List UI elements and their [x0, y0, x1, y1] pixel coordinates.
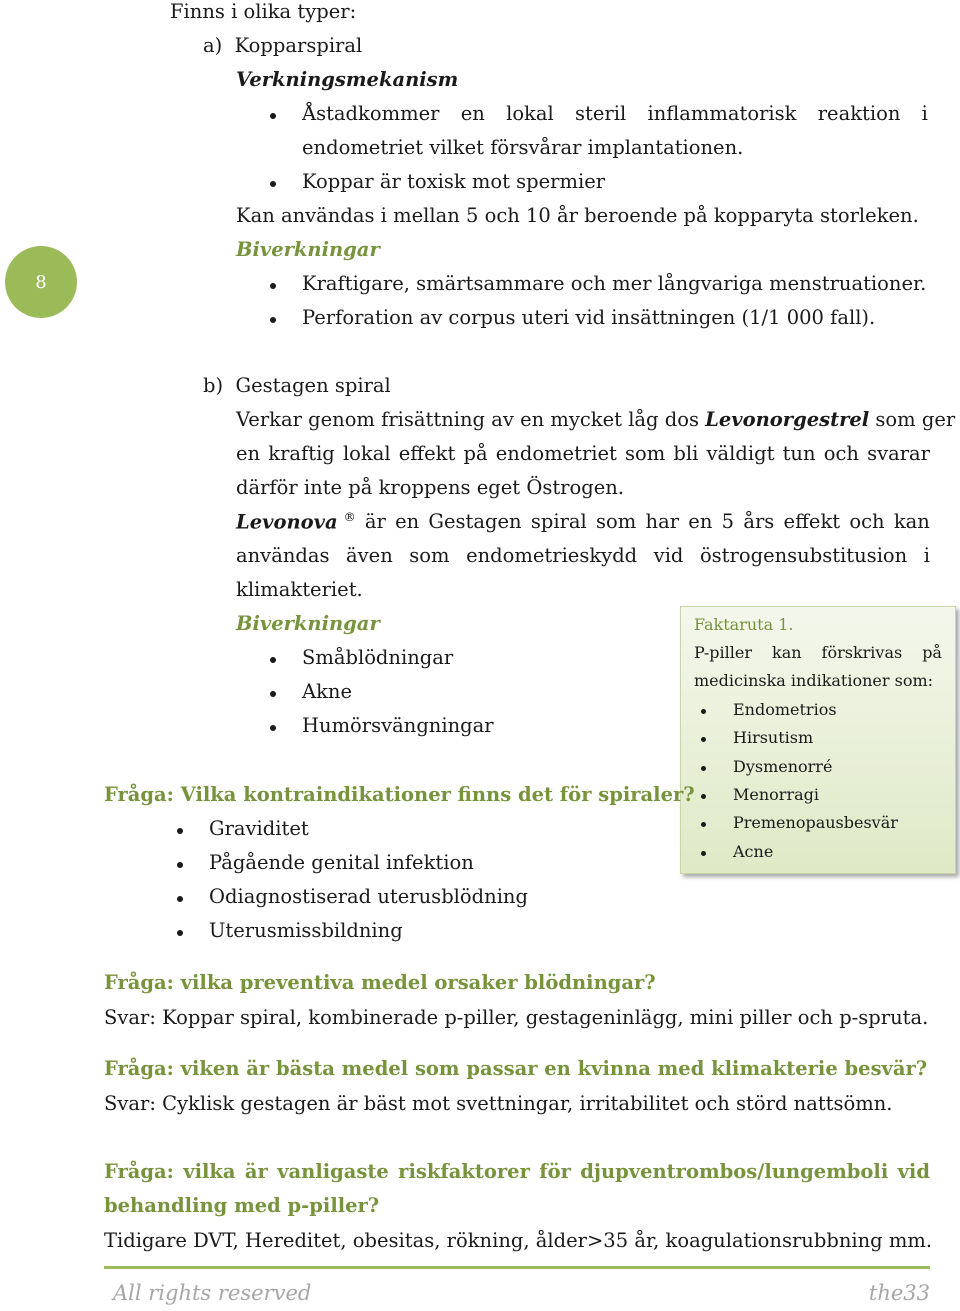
levonova-brand [236, 510, 356, 534]
word: även [346, 544, 393, 567]
word: djupventrombos/lungemboli [580, 1160, 889, 1183]
p1-start [236, 408, 869, 431]
section-b-title: b) Gestagen spiral [203, 374, 391, 397]
word: en [688, 510, 713, 533]
word: vanligaste [277, 1160, 389, 1183]
section-b-p2-line1 [236, 510, 930, 534]
fact-box-item-5: Premenopausbesvär [733, 813, 898, 832]
word: 5 [721, 510, 735, 533]
word: vid [653, 544, 684, 567]
word: Gestagen [428, 510, 522, 533]
word: på [922, 643, 942, 662]
side-effects-heading-a: Biverkningar [236, 238, 380, 261]
word: kan [893, 510, 930, 533]
question-4-line2: behandling med p-piller? [104, 1194, 380, 1217]
word: i [923, 544, 930, 567]
question-3: Fråga: viken är bästa medel som passar en kvinna med klimakterie besvär? [104, 1057, 928, 1080]
word: steril [575, 102, 627, 125]
question-2: Fråga: vilka preventiva medel orsaker blödningar? [104, 971, 656, 994]
footer-copyright: All rights reserved [113, 1281, 312, 1305]
word: och [849, 510, 885, 533]
word: östrogensubstitusion [699, 544, 908, 567]
section-b-p1-line3: därför inte på kroppens eget Östrogen. [236, 476, 625, 499]
question-4-line1 [104, 1160, 930, 1183]
word: en [460, 102, 485, 125]
section-b-p2-line3: klimakteriet. [236, 578, 363, 601]
answer-3: Svar: Cyklisk gestagen är bäst mot svettningar, irritabilitet och störd nattsömn. [104, 1092, 893, 1115]
fact-box-item-6: Acne [733, 842, 774, 861]
fact-box-item-4: Menorragi [733, 785, 819, 804]
fact-box-line2: medicinska indikationer som: [694, 671, 934, 690]
word: förskrivas [821, 643, 903, 662]
question-1: Fråga: Vilka kontraindikationer finns det för spiraler? [104, 783, 695, 806]
answer-1-item-2: Pågående genital infektion [209, 851, 474, 874]
word: reaktion [817, 102, 901, 125]
word: Åstadkommer [302, 102, 440, 125]
word: effekt [783, 510, 841, 533]
word: för [539, 1160, 571, 1183]
footer-divider [104, 1266, 930, 1269]
side-effects-heading-b: Biverkningar [236, 612, 380, 635]
word: i [921, 102, 928, 125]
page-number: 8 [35, 271, 47, 293]
mechanism-bullet-1 [302, 102, 928, 125]
word: endometrieskydd [466, 544, 638, 567]
side-effect-b-3: Humörsvängningar [302, 714, 494, 737]
word: en [395, 510, 420, 533]
word: som [596, 510, 637, 533]
word: Fråga: [104, 1160, 174, 1183]
word: som [409, 544, 450, 567]
registered-mark: ® [343, 510, 356, 524]
section-b-p2-line2 [236, 544, 930, 567]
word: vid [897, 1160, 930, 1183]
fact-box [680, 606, 956, 874]
fact-box-item-2: Hirsutism [733, 728, 814, 747]
word: är [364, 510, 386, 533]
fact-box-line1 [694, 643, 942, 662]
word: lokal [506, 102, 554, 125]
mechanism-bullet-1-line1 [302, 102, 928, 125]
section-b-p1-line1 [236, 408, 956, 431]
fact-box-title: Faktaruta 1. [694, 615, 794, 634]
section-a-title: a) Kopparspiral [203, 34, 363, 57]
levonova-text: Levonova [236, 510, 338, 534]
side-effect-b-1: Småblödningar [302, 646, 454, 669]
word: har [645, 510, 680, 533]
word: är [244, 1160, 268, 1183]
p1-start-text: Verkar genom frisättning av en mycket låg dos [236, 408, 706, 431]
fact-box-item-1: Endometrios [733, 700, 837, 719]
word: års [743, 510, 775, 533]
fact-box-item-3: Dysmenorré [733, 757, 833, 776]
word: inflammatorisk [647, 102, 797, 125]
answer-1-item-3: Odiagnostiserad uterusblödning [209, 885, 528, 908]
page-number-badge [5, 246, 77, 318]
footer-author: the33 [868, 1281, 930, 1305]
word: vilka [183, 1160, 236, 1183]
word: användas [236, 544, 330, 567]
p1-end: som ger [869, 408, 956, 431]
word: spiral [530, 510, 587, 533]
word: kan [772, 643, 802, 662]
answer-2: Svar: Koppar spiral, kombinerade p-piller, gestageninlägg, mini piller och p-spruta. [104, 1006, 929, 1029]
intro-text: Finns i olika typer: [170, 0, 357, 23]
mechanism-bullet-1-line2: endometriet vilket försvårar implantationen. [302, 136, 744, 159]
answer-4: Tidigare DVT, Hereditet, obesitas, rökning, ålder>35 år, koagulationsrubbning mm. [104, 1229, 933, 1252]
side-effect-a-1: Kraftigare, smärtsammare och mer långvariga menstruationer. [302, 272, 927, 295]
word: riskfaktorer [398, 1160, 530, 1183]
mechanism-heading: Verkningsmekanism [236, 68, 459, 91]
usage-text: Kan användas i mellan 5 och 10 år beroende på kopparyta storleken. [236, 204, 919, 227]
section-b-p1-line2: en kraftig lokal effekt på endometriet som bli väldigt tun och svarar [236, 442, 930, 465]
side-effect-b-2: Akne [302, 680, 352, 703]
mechanism-bullet-2: Koppar är toxisk mot spermier [302, 170, 606, 193]
word: P-piller [694, 643, 753, 662]
side-effect-a-2: Perforation av corpus uteri vid insättningen (1/1 000 fall). [302, 306, 876, 329]
levonorgestrel-term: Levonorgestrel [705, 408, 870, 431]
answer-1-item-4: Uterusmissbildning [209, 919, 403, 942]
answer-1-item-1: Graviditet [209, 817, 309, 840]
